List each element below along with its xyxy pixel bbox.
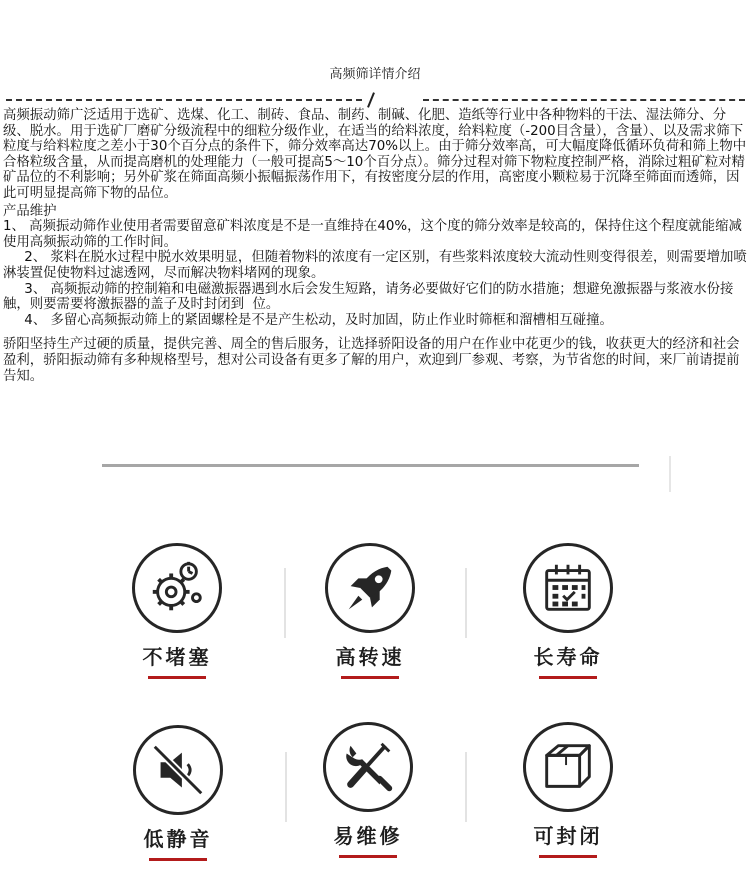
feature-low-noise [103,725,253,861]
feature-separator [284,568,286,638]
feature-icon-circle [133,725,223,815]
dashed-divider-left [6,99,362,101]
box-icon [537,736,599,798]
feature-underline [339,855,397,858]
closing-paragraph: 骄阳坚持生产过硬的质量，提供完善、周全的售后服务，让选择骄阳设备的用户在作业中花更少的钱，收获更大的经济和社会盈利，骄阳振动筛有多种规格型号，想对公司设备有更多了解的用户，欢迎到厂参观、考察，为节省您的时间，来厂前请提前告知。 [3,337,740,384]
maintenance-item-2: 2、 浆料在脱水过程中脱水效果明显，但随着物料的浓度有一定区别，有些浆料浓度较大流动性则变得很差，则需要增加喷淋装置促使物料过滤透网，尽而解决物料堵网的现象。 [3,250,747,281]
feature-underline [341,676,399,679]
feature-icon-circle [132,543,222,633]
feature-separator [465,752,467,822]
divider-tick [669,456,671,492]
feature-underline [539,855,597,858]
feature-icon-circle [325,543,415,633]
feature-separator [285,752,287,822]
wrench-screwdriver-icon [337,736,399,798]
mute-speaker-icon [147,739,209,801]
intro-paragraph: 高频振动筛广泛适用于选矿、选煤、化工、制砖、食品、制药、制碱、化肥、造纸等行业中各种物料的干法、湿法筛分、分级、脱水。用于选矿厂磨矿分级流程中的细粒分级作业，在适当的给料浓度，给料粒度（-200目含量），含量）、以及需求筛下粒度与给料粒度之差小于30个百分点的条件下，筛分效率高达70%以上。由于筛分效率高，可大幅度降低循环负荷和筛上物中合格粒级含量，从而提高磨机的处理能力（一般可提高5～10个百分点）。筛分过程对筛下物粒度控制严格，消除过粗矿粒对精矿品位的不利影响；另外矿浆在筛面高频小振幅振荡作用下，有按密度分层的作用，高密度小颗粒易于沉降至筛面而透筛，因此可明显提高筛下物的品位。 [3,108,747,201]
feature-underline [148,676,206,679]
feature-no-clog [102,543,252,679]
feature-icon-circle [523,722,613,812]
maintenance-heading: 产品维护 [3,203,57,219]
calendar-icon [537,557,599,619]
feature-separator [465,568,467,638]
feature-label: 易维修 [333,824,403,848]
feature-icon-circle [323,722,413,812]
feature-label: 高转速 [335,645,405,669]
slash-mark [367,92,375,108]
article-body [3,108,750,384]
feature-underline [539,676,597,679]
feature-long-life [493,543,643,679]
rocket-icon [339,557,401,619]
maintenance-item-3: 3、 高频振动筛的控制箱和电磁激振器遇到水后会发生短路，请务必要做好它们的防水措施；想避免激振器与浆液水份接触，则要需要将激振器的盖子及时封闭到 位。 [3,281,734,313]
feature-label: 可封闭 [533,824,603,848]
feature-label: 长寿命 [533,645,603,669]
feature-easy-repair [293,722,443,858]
gears-clock-icon [146,557,208,619]
dashed-divider-right [423,99,745,101]
feature-sealable [493,722,643,858]
feature-label: 低静音 [143,827,213,851]
maintenance-item-4: 4、 多留心高频振动筛上的紧固螺栓是不是产生松动，及时加固，防止作业时筛框和溜槽相互碰撞。 [3,312,613,328]
feature-high-speed [295,543,445,679]
maintenance-item-1: 1、 高频振动筛作业使用者需要留意矿料浓度是不是一直维持在40%，这个度的筛分效率是较高的，保持住这个程度就能缩减使用高频振动筛的工作时间。 [3,219,742,250]
page-title: 高频筛详情介绍 [329,67,421,82]
feature-underline [149,858,207,861]
section-divider [102,464,639,467]
feature-label: 不堵塞 [142,645,212,669]
feature-icon-circle [523,543,613,633]
